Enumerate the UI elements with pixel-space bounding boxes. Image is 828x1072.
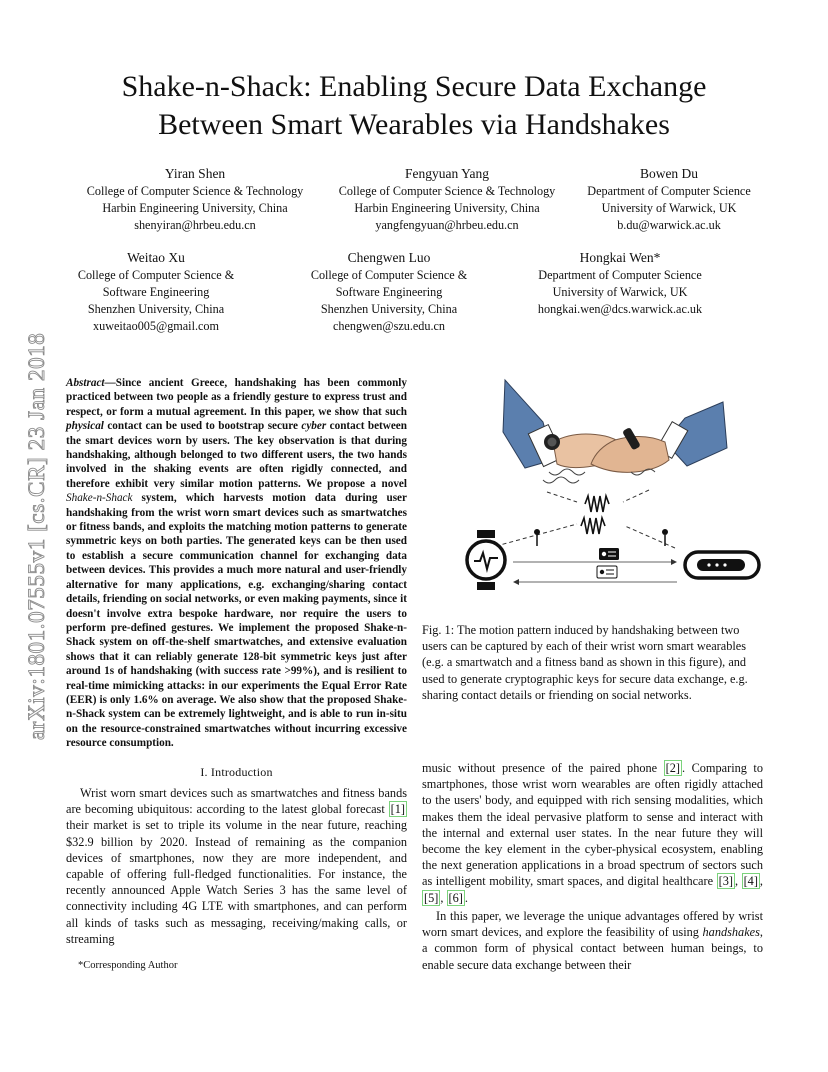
author-email: b.du@warwick.ac.uk xyxy=(617,218,721,232)
author-block xyxy=(574,164,764,234)
citation-link[interactable]: [1] xyxy=(390,802,405,817)
abstract-emphasis: Shake-n-Shack xyxy=(66,492,133,505)
intro-paragraph-1-continued: music without presence of the paired phone [2] . Comparing to smartphones, those wrist worn wearables are often rigidly attached to the users' body, and equipped with rich sensing modalities, which makes them the ideal pervasive platform to sense and interact with the internal and external user states. In the near future they will become the key element in the cyber-physical ecosystem, enabling the next generation applications in a broad spectrum of sectors such as intelligent mobility, smart spaces, and digital healthcare [3] , [4] , [5] , [6] . xyxy=(422,761,763,905)
author-email: chengwen@szu.edu.cn xyxy=(332,319,446,333)
author-affiliation: Harbin Engineering University, China xyxy=(354,201,540,215)
abstract-emphasis: physical xyxy=(66,420,104,433)
author-affiliation: College of Computer Science & Technology xyxy=(338,184,556,198)
intro-paragraph-1 xyxy=(66,785,407,947)
author-affiliation: College of Computer Science & Technology xyxy=(86,184,304,198)
abstract-text: contact can be used to bootstrap secure xyxy=(103,420,302,433)
citation-link[interactable]: [5] xyxy=(424,890,439,905)
author-name: Fengyuan Yang xyxy=(404,166,489,181)
title-line-2: Between Smart Wearables via Handshakes xyxy=(158,108,670,141)
motion-signal-icon xyxy=(585,496,609,512)
fitness-band-icon xyxy=(685,552,759,578)
title-line-1: Shake-n-Shack: Enabling Secure Data Exchange xyxy=(121,70,707,103)
key-icon xyxy=(662,529,668,546)
author-affiliation: College of Computer Science & xyxy=(77,268,235,282)
citation-link[interactable]: [6] xyxy=(448,890,463,905)
section-heading: I. Introduction xyxy=(200,765,273,779)
author-affiliation: Shenzhen University, China xyxy=(320,302,458,316)
paragraph-text: Wrist worn smart devices such as smartwatches and fitness bands are becoming ubiquitous: according to the latest global forecast xyxy=(66,786,407,817)
author-block xyxy=(56,248,256,335)
author-email: yangfengyuan@hrbeu.edu.cn xyxy=(375,218,519,232)
abstract-text: —Since ancient Greece, handshaking has been commonly practiced between two people as a friendly gesture to express trust and respect, or form a mutual agreement. In this paper, we show that such xyxy=(66,377,407,418)
contact-card-icon xyxy=(599,548,619,560)
author-affiliation: Department of Computer Science xyxy=(587,184,751,198)
author-affiliation: University of Warwick, UK xyxy=(601,201,737,215)
author-affiliation: Software Engineering xyxy=(335,285,443,299)
author-affiliation: Department of Computer Science xyxy=(538,268,702,282)
abstract-text: system, which harvests motion data during user handshaking from the wrist worn smart devices such as smartwatches or fitness bands, and exploits the matching motion patterns to generate symmetric keys on both parties. The generated keys can be then used to establish a secure communication channel for exchanging data between devices. This provides a much more natural and user-friendly alternative for many applications, e.g. exchanging/sharing contact details, friending on social networks, or even making payments, since it doesn't involve extra bespoke hardware, nor require the users to perform pre-defined gestures. We implement the proposed Shake-n-Shack system on off-the-shelf smartwatches, and extensive evaluation shows that it can reliably generate 128-bit symmetric keys just after around 1s of handshaking (with success rate >99%), and is resilient to real-time mimicking attacks: in our experiments the Equal Error Rate (EER) is only 1.6% on average. We also show that the proposed Shake-n-Shack system can be extremely lightweight, and is able to run in-situ on the resource-constrained smartwatches without incurring excessive resource consumption. xyxy=(66,492,407,750)
paragraph-text: . Comparing to smartphones, those wrist worn wearables are often rigidly attached to the users' body, and equipped with rich sensing modalities, which makes them the ideal pervasive platform to sense and interact with the internal and external user states. In the near future they will become the key element in the cyber-physical ecosystem, enabling the next generation applications in a broad spectrum of sectors such as intelligent mobility, smart spaces, and digital healthcare xyxy=(422,761,763,889)
author-email: shenyiran@hrbeu.edu.cn xyxy=(134,218,256,232)
figure-1-caption: Fig. 1: The motion pattern induced by handshaking between two users can be captured by each of their wrist worn smart wearables (e.g. a smartwatch and a fitness band as shown in this figure), and used to generate cryptographic keys for secure data exchange, e.g. sharing contact details or friending on social networks. xyxy=(422,623,748,702)
author-block xyxy=(289,248,489,335)
paper-title xyxy=(60,68,768,144)
smartwatch-icon xyxy=(467,530,505,590)
paragraph-text: In this paper, we leverage the unique advantages offered by wrist worn smart devices, and explore the feasibility of using xyxy=(422,909,763,940)
key-icon xyxy=(534,529,540,546)
author-name: Hongkai Wen* xyxy=(579,250,661,265)
author-email: xuweitao005@gmail.com xyxy=(93,319,219,333)
contact-card-icon xyxy=(597,566,617,578)
motion-signal-icon xyxy=(581,518,605,534)
arxiv-stamp-text: arXiv:1801.07555v1 [cs.CR] 23 Jan 2018 xyxy=(24,332,49,740)
paragraph-text: their market is set to triple its volume in the near future, reaching $32.9 billion by 2020. Instead of remaining as the companion devices of smartphones, now they are more independent, and capable of offering full-fledged functionalities. For instance, the recently announced Apple Watch Series 3 has the same level of connectivity including 4G LTE with smartphones, and can perform all kinds of tasks such as messaging, receiving/making calls, or streaming xyxy=(66,818,407,946)
author-block xyxy=(70,164,320,234)
abstract xyxy=(66,376,407,751)
author-affiliation: Software Engineering xyxy=(102,285,210,299)
abstract-emphasis: cyber xyxy=(301,420,327,433)
author-email: hongkai.wen@dcs.warwick.ac.uk xyxy=(537,302,703,316)
intro-paragraph-2 xyxy=(422,908,763,973)
author-name: Yiran Shen xyxy=(164,166,226,181)
author-block xyxy=(322,164,572,234)
author-affiliation: Harbin Engineering University, China xyxy=(102,201,288,215)
paragraph-text: music without presence of the paired phone xyxy=(422,761,664,775)
author-name: Chengwen Luo xyxy=(347,250,431,265)
abstract-text: contact between the smart devices worn by users. The key observation is that during handshaking, although belonged to two different users, the two hands involved in the shaking events are often rigidly connected, and therefore exhibit very similar motion patterns. We propose a novel xyxy=(66,420,407,490)
citation-link[interactable]: [4] xyxy=(743,874,758,889)
author-affiliation: Shenzhen University, China xyxy=(87,302,225,316)
footnote: *Corresponding Author xyxy=(78,960,178,971)
author-affiliation: College of Computer Science & xyxy=(310,268,468,282)
figure-1-illustration xyxy=(465,372,765,602)
paragraph-emphasis: handshakes xyxy=(702,925,760,940)
author-block xyxy=(520,248,720,318)
author-name: Weitao Xu xyxy=(127,250,185,265)
abstract-lead: Abstract xyxy=(66,377,105,389)
author-affiliation: University of Warwick, UK xyxy=(552,285,688,299)
citation-link[interactable]: [2] xyxy=(665,761,680,775)
paragraph-text: , a common form of physical contact between human beings, to enable secure data exchange between their xyxy=(422,925,763,972)
citation-link[interactable]: [3] xyxy=(718,874,733,889)
author-name: Bowen Du xyxy=(639,166,699,181)
